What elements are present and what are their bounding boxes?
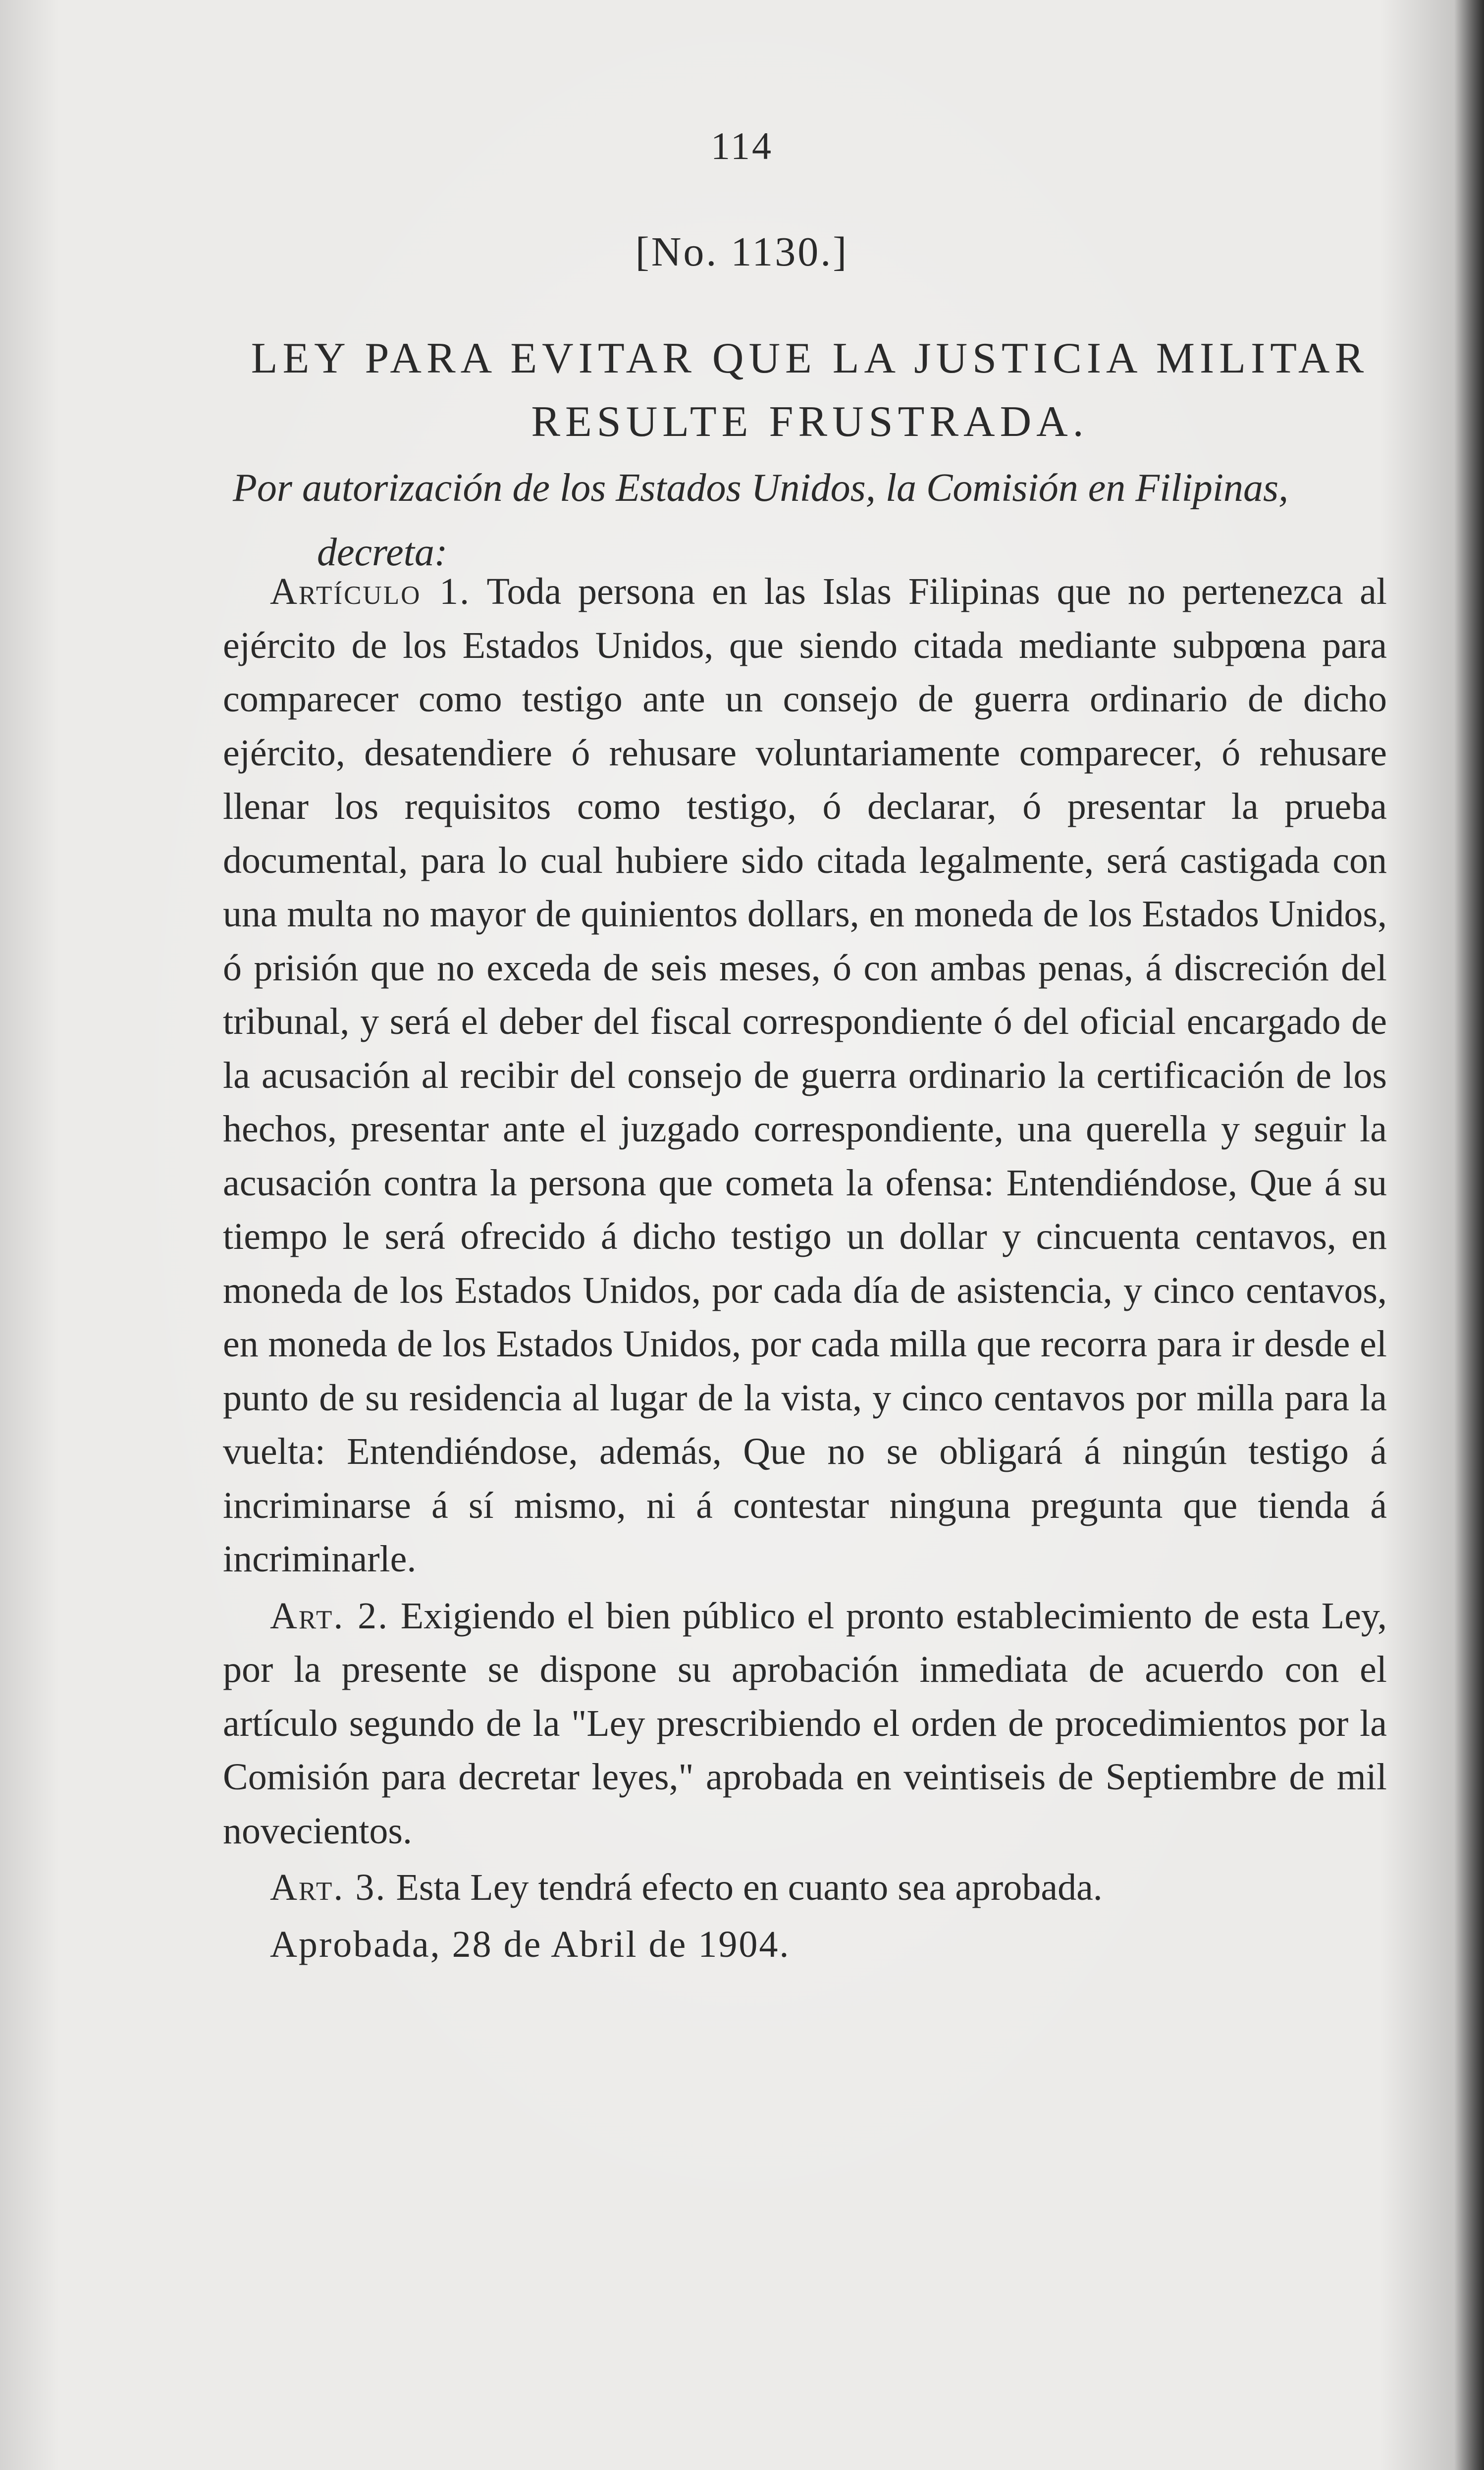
article-1-label: Artículo 1. [270,571,471,612]
article-2 [223,1589,1387,1858]
article-3 [223,1861,1387,1915]
enacting-clause-line-1: Por autorización de los Estados Unidos, la Comisión en Filipinas, [233,466,1289,510]
enacting-clause-line-2: decreta: [317,531,448,574]
article-3-label: Art. 3. [270,1867,387,1908]
article-3-text: Esta Ley tendrá efecto en cuanto sea aprobada. [396,1867,1103,1908]
article-2-text: Exigiendo el bien público el pronto establecimiento de esta Ley, por la presente se dispone su aprobación inmediata de acuerdo con el artículo segundo de la "Ley prescribiendo el orden de procedimientos por la Comisión para decretar leyes," aprobada en veintiseis de Septiembre de mil novecientos. [223,1595,1387,1852]
law-title: LEY PARA EVITAR QUE LA JUSTICIA MILITAR RESULTE FRUSTRADA. [251,334,1369,446]
article-1 [223,565,1387,1586]
law-body [223,565,1387,1974]
article-1-text: Toda persona en las Islas Filipinas que no pertenezca al ejército de los Estados Unidos, que siendo citada mediante subpœna para comparecer como testigo ante un consejo de guerra ordinario de dicho ejército, desatendiere ó rehusare voluntariamente comparecer, ó rehusare llenar los requisitos como testigo, ó declarar, ó presentar la prueba documental, para lo cual hubiere sido citada legalmente, será castigada con una multa no mayor de quinientos dollars, en moneda de los Estados Unidos, ó prisión que no exceda de seis meses, ó con ambas penas, á discreción del tribunal, y será el deber del fiscal correspondiente ó del oficial encargado de la acusación al recibir del consejo de guerra ordinario la certificación de los hechos, presentar ante el juzgado correspondiente, una querella y seguir la acusación contra la persona que cometa la ofensa: Entendiéndose, Que á su tiempo le será ofrecido á dicho testigo un dollar y cincuenta centavos, en moneda de los Estados Unidos, por cada día de asistencia, y cinco centavos, en moneda de los Estados Unidos, por cada milla que recorra para ir desde el punto de su residencia al lugar de la vista, y cinco centavos por milla para la vuelta: Entendiéndose, además, Que no se obligará á ningún testigo á incriminarse á sí mismo, ni á contestar ninguna pregunta que tienda á incriminarle. [223,571,1387,1580]
law-number: [No. 1130.] [635,229,849,275]
approval-date: Aprobada, 28 de Abril de 1904. [270,1923,791,1965]
page-number: 114 [710,124,774,167]
article-2-label: Art. 2. [270,1595,389,1637]
